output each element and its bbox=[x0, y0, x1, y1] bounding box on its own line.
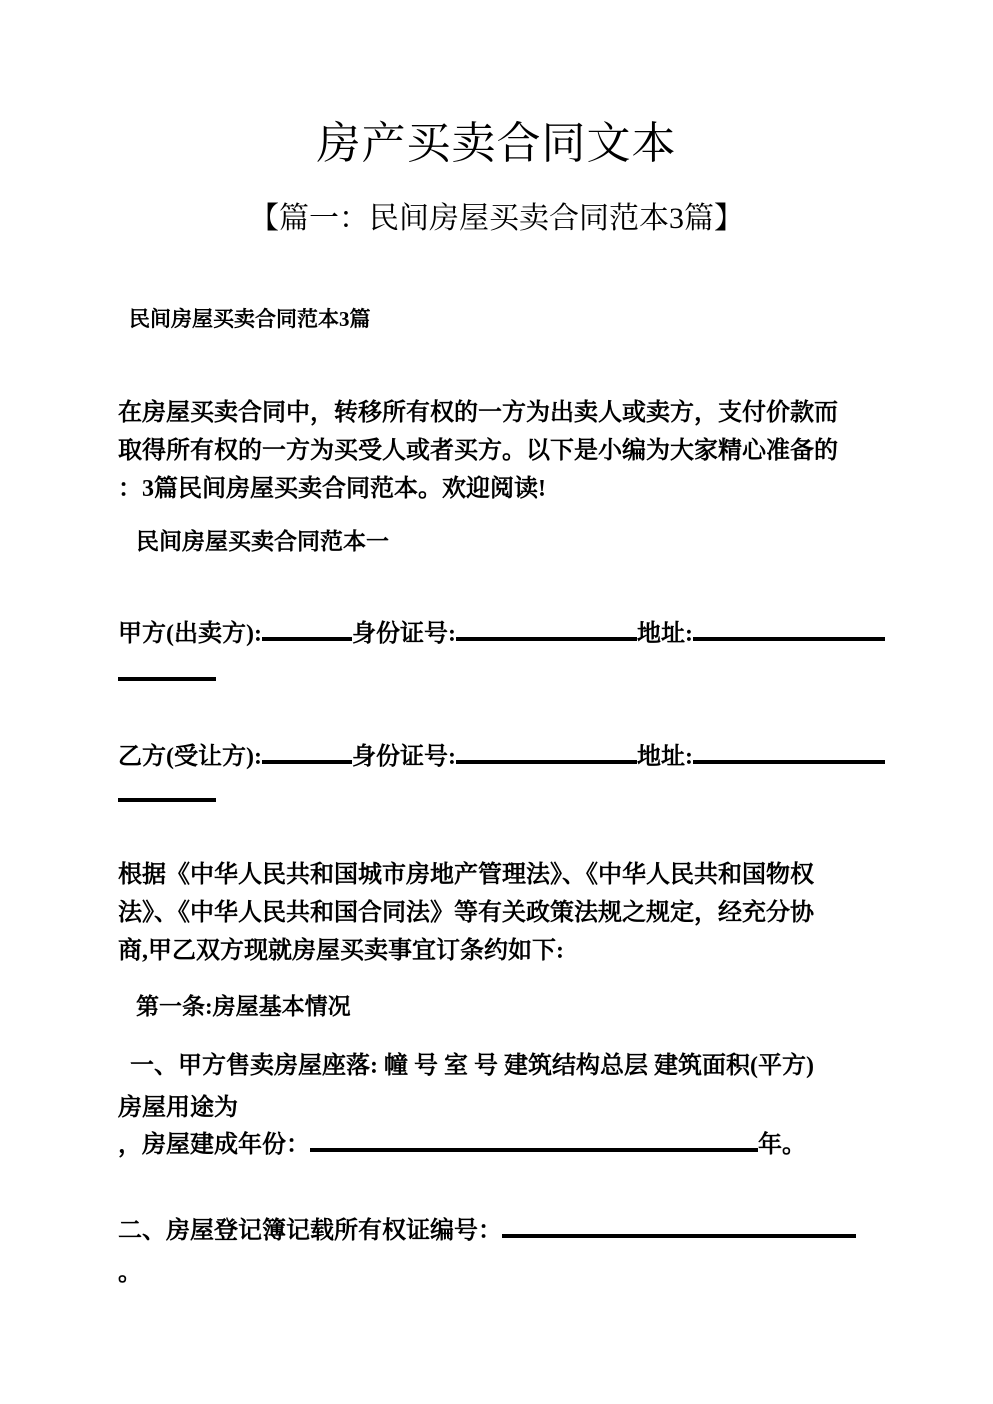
party-a-id-label: 身份证号: bbox=[351, 621, 456, 647]
subheading-fanben-one: 民间房屋买卖合同范本一 bbox=[136, 529, 389, 554]
party-b-id-blank bbox=[456, 759, 637, 764]
text-line: 法》、《中华人民共和国合同法》等有关政策法规之规定，经充分协 bbox=[118, 900, 814, 926]
article-1-heading: 第一条:房屋基本情况 bbox=[136, 994, 351, 1019]
party-a-line bbox=[118, 618, 885, 650]
ownership-cert-label: 二、房屋登记簿记载所有权证编号： bbox=[118, 1218, 502, 1244]
built-year-label: ，房屋建成年份： bbox=[118, 1132, 310, 1158]
party-b-continuation-line bbox=[118, 781, 216, 809]
text-line: 根据《中华人民共和国城市房地产管理法》、《中华人民共和国物权 bbox=[118, 862, 814, 888]
clause-1-line-2: 房屋用途为 bbox=[118, 1095, 238, 1121]
party-b-address-label: 地址: bbox=[636, 744, 693, 770]
text-line: 取得所有权的一方为买受人或者买方。以下是小编为大家精心准备的 bbox=[118, 438, 838, 464]
built-year-line bbox=[118, 1130, 806, 1160]
party-a-label: 甲方(出卖方): bbox=[118, 621, 262, 647]
legal-basis-paragraph bbox=[118, 856, 814, 970]
party-b-label: 乙方(受让方): bbox=[118, 744, 262, 770]
built-year-suffix: 年。 bbox=[758, 1132, 806, 1158]
intro-paragraph bbox=[118, 394, 838, 508]
document-title: 房产买卖合同文本 bbox=[316, 119, 677, 168]
clause-1-line-1: 一、甲方售卖房屋座落: 幢 号 室 号 建筑结构总层 建筑面积(平方) bbox=[130, 1053, 814, 1079]
text-line: 商,甲乙双方现就房屋买卖事宜订条约如下: bbox=[118, 938, 564, 964]
party-b-line bbox=[118, 741, 885, 773]
ownership-cert-blank bbox=[502, 1233, 856, 1238]
party-a-continuation-line bbox=[118, 660, 216, 688]
party-a-name-blank bbox=[262, 636, 352, 641]
party-a-address-label: 地址: bbox=[636, 621, 693, 647]
trailing-period: 。 bbox=[118, 1260, 142, 1286]
party-b-name-blank bbox=[262, 759, 352, 764]
fill-in-blank bbox=[118, 676, 216, 681]
subheading-fanben-3pian: 民间房屋买卖合同范本3篇 bbox=[129, 307, 371, 331]
party-a-address-blank bbox=[693, 636, 885, 641]
built-year-blank bbox=[310, 1147, 758, 1152]
clause-2-line bbox=[118, 1216, 856, 1246]
text-line: ：3篇民间房屋买卖合同范本。欢迎阅读! bbox=[118, 476, 546, 502]
party-b-id-label: 身份证号: bbox=[351, 744, 456, 770]
party-b-address-blank bbox=[693, 759, 885, 764]
section-heading: 【篇一：民间房屋买卖合同范本3篇】 bbox=[249, 202, 744, 235]
party-a-id-blank bbox=[456, 636, 637, 641]
text-line: 在房屋买卖合同中，转移所有权的一方为出卖人或卖方，支付价款而 bbox=[118, 400, 838, 426]
fill-in-blank bbox=[118, 797, 216, 802]
